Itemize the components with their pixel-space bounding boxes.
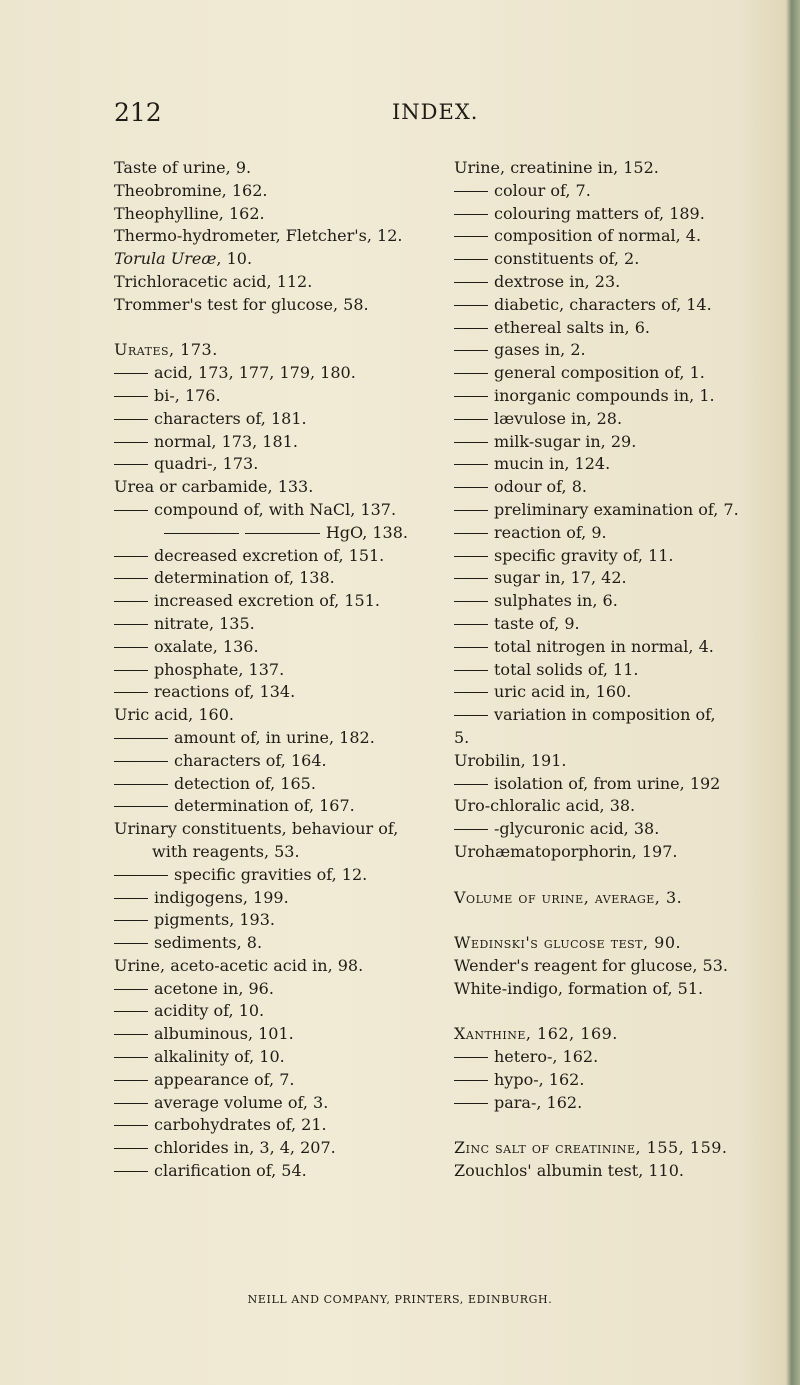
index-subentry [454, 385, 739, 408]
index-subentry [454, 636, 739, 659]
entry-text: amount of, in urine, 182. [174, 727, 375, 747]
index-subentry [454, 590, 739, 613]
index-subentry [114, 1160, 416, 1183]
entry-text: average volume of, 3. [154, 1092, 329, 1112]
index-subentry [114, 841, 416, 864]
ditto-dash [454, 510, 488, 511]
ditto-dash [114, 1011, 148, 1012]
index-entry [454, 157, 739, 180]
index-subentry [454, 453, 739, 476]
entry-text: acidity of, 10. [154, 1001, 265, 1021]
index-entry [114, 294, 416, 317]
index-subentry [454, 1069, 739, 1092]
printer-imprint: NEILL AND COMPANY, PRINTERS, EDINBURGH. [247, 1293, 553, 1306]
entry-text: detection of, 165. [174, 773, 316, 793]
ditto-dash [454, 556, 488, 557]
ditto-dash [114, 989, 148, 990]
index-entry [454, 887, 739, 910]
ditto-dash [114, 578, 148, 579]
entry-text: phosphate, 137. [154, 659, 285, 679]
index-entry [454, 1137, 739, 1160]
ditto-dash [114, 1148, 148, 1149]
entry-text: taste of, 9. [494, 613, 580, 633]
ditto-dash [114, 1080, 148, 1081]
index-entry [454, 955, 739, 978]
index-column-right [454, 157, 739, 1183]
page-header [0, 98, 800, 134]
entry-text: Wender's reagent for glucose, 53. [454, 955, 728, 975]
index-subentry [114, 1137, 416, 1160]
ditto-dash [164, 533, 239, 534]
entry-text: Urobilin, 191. [454, 750, 567, 770]
ditto-dash [114, 738, 168, 739]
ditto-dash [454, 624, 488, 625]
ditto-dash [454, 829, 488, 830]
index-entry [454, 932, 739, 955]
index-entry [114, 476, 416, 499]
entry-text: oxalate, 136. [154, 636, 259, 656]
index-subentry [114, 978, 416, 1001]
ditto-dash [114, 510, 148, 511]
index-subentry [114, 659, 416, 682]
index-column-left [114, 157, 416, 1183]
index-subentry [454, 1046, 739, 1069]
entry-text: uric acid in, 160. [494, 682, 632, 702]
entry-text: indigogens, 199. [154, 887, 289, 907]
index-subentry [454, 499, 739, 522]
ditto-dash [114, 556, 148, 557]
ditto-dash [454, 1080, 488, 1081]
ditto-dash [454, 533, 488, 534]
entry-text: hypo-, 162. [494, 1069, 585, 1089]
ditto-dash [454, 464, 488, 465]
index-entry [114, 818, 416, 841]
ditto-dash [114, 806, 168, 807]
ditto-dash [454, 396, 488, 397]
index-subentry [454, 431, 739, 454]
entry-text: lævulose in, 28. [494, 408, 623, 428]
entry-text: chlorides in, 3, 4, 207. [154, 1138, 336, 1158]
index-subentry [114, 750, 416, 773]
entry-text: compound of, with NaCl, 137. [154, 499, 397, 519]
index-subentry [114, 431, 416, 454]
ditto-dash [114, 1171, 148, 1172]
ditto-dash [454, 578, 488, 579]
index-subentry [114, 362, 416, 385]
index-subentry [454, 317, 739, 340]
ditto-dash [114, 396, 148, 397]
index-entry [114, 225, 416, 248]
entry-text: Theobromine, 162. [114, 180, 268, 200]
index-subentry [454, 681, 739, 704]
page-edge [786, 0, 800, 1385]
entry-text: composition of normal, 4. [494, 226, 702, 246]
ditto-dash [454, 282, 488, 283]
index-subentry [454, 704, 739, 727]
ditto-dash [114, 442, 148, 443]
index-entry [114, 203, 416, 226]
index-subentry [114, 453, 416, 476]
entry-text: general composition of, 1. [494, 363, 705, 383]
index-entry [114, 271, 416, 294]
entry-text: determination of, 167. [174, 796, 355, 816]
ditto-dash [114, 647, 148, 648]
index-subentry [454, 408, 739, 431]
index-subentry [454, 773, 739, 796]
entry-text: HgO, 138. [325, 522, 408, 542]
index-subentry [114, 864, 416, 887]
entry-text: Zouchlos' albumin test, 110. [454, 1161, 684, 1181]
ditto-dash [114, 1103, 148, 1104]
entry-text: Thermo-hydrometer, Fletcher's, 12. [114, 226, 403, 246]
index-entry [454, 978, 739, 1001]
ditto-dash [454, 305, 488, 306]
ditto-dash [454, 601, 488, 602]
ditto-dash [454, 373, 488, 374]
entry-text: colouring matters of, 189. [494, 203, 705, 223]
entry-text: inorganic compounds in, 1. [494, 385, 715, 405]
entry-text: Uric acid, 160. [114, 705, 234, 725]
ditto-dash [454, 487, 488, 488]
index-subentry [454, 225, 739, 248]
index-subentry [114, 545, 416, 568]
ditto-dash [114, 1125, 148, 1126]
entry-text: pigments, 193. [154, 910, 275, 930]
ditto-dash [454, 1057, 488, 1058]
page-number: 212 [114, 98, 162, 127]
ditto-dash [454, 670, 488, 671]
entry-text: increased excretion of, 151. [154, 591, 380, 611]
entry-text: diabetic, characters of, 14. [494, 294, 712, 314]
entry-text: determination of, 138. [154, 568, 335, 588]
ditto-dash [454, 715, 488, 716]
index-subentry [454, 567, 739, 590]
index-subentry [114, 795, 416, 818]
entry-text: Xanthine, 162, 169. [454, 1024, 618, 1044]
entry-text: Urohæmatoporphorin, 197. [454, 841, 678, 861]
index-subentry [114, 1092, 416, 1115]
index-subentry [114, 590, 416, 613]
index-subentry [454, 180, 739, 203]
ditto-dash [454, 328, 488, 329]
index-subentry [454, 476, 739, 499]
index-subentry [114, 681, 416, 704]
index-subentry [114, 408, 416, 431]
index-subentry [454, 613, 739, 636]
entry-text: bi-, 176. [154, 385, 221, 405]
ditto-dash [114, 419, 148, 420]
entry-text: decreased excretion of, 151. [154, 545, 385, 565]
index-subentry [454, 271, 739, 294]
index-subentry [114, 727, 416, 750]
ditto-dash [114, 670, 148, 671]
entry-text: specific gravities of, 12. [174, 864, 368, 884]
ditto-dash [454, 236, 488, 237]
index-subentry [114, 613, 416, 636]
entry-text: carbohydrates of, 21. [154, 1115, 327, 1135]
ditto-dash [114, 601, 148, 602]
ditto-dash [454, 419, 488, 420]
ditto-dash [114, 898, 148, 899]
index-entry [454, 1023, 739, 1046]
ditto-dash [454, 442, 488, 443]
entry-text: Urine, aceto-acetic acid in, 98. [114, 955, 364, 975]
entry-text: clarification of, 54. [154, 1161, 307, 1181]
index-subentry [114, 773, 416, 796]
ditto-dash [114, 1057, 148, 1058]
entry-text: nitrate, 135. [154, 613, 255, 633]
ditto-dash [454, 191, 488, 192]
index-subentry [454, 522, 739, 545]
entry-text: hetero-, 162. [494, 1047, 599, 1067]
entry-text: preliminary examination of, 7. [494, 499, 739, 519]
entry-text: Theophylline, 162. [114, 203, 265, 223]
entry-text: 5. [454, 727, 470, 747]
entry-text: acetone in, 96. [154, 978, 274, 998]
page-title: INDEX. [392, 100, 479, 124]
entry-text: appearance of, 7. [154, 1069, 295, 1089]
entry-text: Torula Ureæ, 10. [114, 249, 253, 269]
italic-term: Torula Ureæ [114, 249, 217, 269]
entry-text: Trommer's test for glucose, 58. [114, 294, 369, 314]
ditto-dash [454, 647, 488, 648]
entry-text: White-indigo, formation of, 51. [454, 978, 704, 998]
entry-text: reaction of, 9. [494, 522, 607, 542]
entry-text: quadri-, 173. [154, 454, 259, 474]
entry-text: variation in composition of, [494, 705, 716, 725]
index-subentry [114, 1069, 416, 1092]
ditto-dash [114, 920, 148, 921]
ditto-dash [454, 784, 488, 785]
index-subentry [114, 522, 416, 545]
entry-text: Taste of urine, 9. [114, 158, 252, 177]
entry-text: constituents of, 2. [494, 249, 640, 269]
entry-text: characters of, 164. [174, 750, 327, 770]
index-subentry [114, 567, 416, 590]
entry-text: Urinary constituents, behaviour of, [114, 819, 399, 839]
index-entry [454, 1160, 739, 1183]
ditto-dash [454, 214, 488, 215]
index-subentry [454, 248, 739, 271]
entry-text: Trichloracetic acid, 112. [114, 271, 313, 291]
index-spacer [454, 909, 739, 932]
entry-text: isolation of, from urine, 192 [494, 773, 721, 793]
index-subentry [114, 887, 416, 910]
ditto-dash [114, 784, 168, 785]
entry-text: Zinc salt of creatinine, 155, 159. [454, 1138, 728, 1158]
index-entry [114, 248, 416, 271]
index-entry [114, 955, 416, 978]
entry-text: odour of, 8. [494, 477, 587, 497]
index-subentry [114, 1114, 416, 1137]
index-subentry [454, 659, 739, 682]
entry-text: characters of, 181. [154, 408, 307, 428]
index-spacer [454, 1000, 739, 1023]
ditto-dash [114, 875, 168, 876]
entry-text: total solids of, 11. [494, 659, 639, 679]
entry-text: sulphates in, 6. [494, 591, 618, 611]
entry-text: Wedinski's glucose test, 90. [454, 933, 682, 953]
index-subentry [454, 294, 739, 317]
entry-text: normal, 173, 181. [154, 431, 298, 451]
entry-text: ethereal salts in, 6. [494, 317, 650, 337]
entry-text: acid, 173, 177, 179, 180. [154, 363, 356, 383]
ditto-dash [114, 761, 168, 762]
index-subentry [454, 339, 739, 362]
entry-text: with reagents, 53. [152, 841, 300, 861]
entry-text: -glycuronic acid, 38. [494, 819, 660, 839]
index-subentry [114, 1023, 416, 1046]
entry-text: reactions of, 134. [154, 682, 296, 702]
ditto-dash [114, 624, 148, 625]
index-entry [114, 157, 416, 180]
entry-text: para-, 162. [494, 1092, 583, 1112]
index-subentry [454, 362, 739, 385]
entry-text: total nitrogen in normal, 4. [494, 636, 714, 656]
index-entry [454, 841, 739, 864]
entry-text: gases in, 2. [494, 340, 586, 360]
entry-text: sugar in, 17, 42. [494, 568, 627, 588]
index-spacer [454, 1114, 739, 1137]
entry-text: albuminous, 101. [154, 1024, 294, 1044]
entry-text: colour of, 7. [494, 180, 591, 200]
index-spacer [454, 864, 739, 887]
ditto-dash [114, 692, 148, 693]
entry-text: alkalinity of, 10. [154, 1047, 285, 1067]
ditto-dash [114, 464, 148, 465]
index-subentry [454, 818, 739, 841]
index-subentry [454, 727, 739, 750]
entry-text: Urea or carbamide, 133. [114, 477, 314, 497]
ditto-dash [245, 533, 320, 534]
ditto-dash [114, 1034, 148, 1035]
index-subentry [454, 1092, 739, 1115]
index-subentry [114, 1046, 416, 1069]
entry-text: mucin in, 124. [494, 454, 611, 474]
ditto-dash [114, 943, 148, 944]
ditto-dash [114, 373, 148, 374]
index-entry [454, 750, 739, 773]
index-subentry [114, 499, 416, 522]
index-entry [114, 704, 416, 727]
entry-text: milk-sugar in, 29. [494, 431, 637, 451]
index-entry [114, 339, 416, 362]
index-subentry [114, 636, 416, 659]
ditto-dash [454, 1103, 488, 1104]
entry-text: dextrose in, 23. [494, 271, 621, 291]
ditto-dash [454, 692, 488, 693]
index-subentry [114, 932, 416, 955]
index-subentry [454, 203, 739, 226]
index-entry [114, 180, 416, 203]
index-subentry [114, 1000, 416, 1023]
entry-text: Uro-chloralic acid, 38. [454, 796, 636, 816]
entry-text: specific gravity of, 11. [494, 545, 674, 565]
entry-text: Volume of urine, average, 3. [454, 887, 683, 907]
entry-text: sediments, 8. [154, 933, 263, 953]
index-subentry [114, 909, 416, 932]
index-spacer [114, 317, 416, 340]
ditto-dash [454, 350, 488, 351]
entry-text: Urates, 173. [114, 340, 218, 360]
index-subentry [454, 545, 739, 568]
ditto-dash [454, 259, 488, 260]
index-subentry [114, 385, 416, 408]
entry-text: Urine, creatinine in, 152. [454, 158, 659, 177]
index-entry [454, 795, 739, 818]
